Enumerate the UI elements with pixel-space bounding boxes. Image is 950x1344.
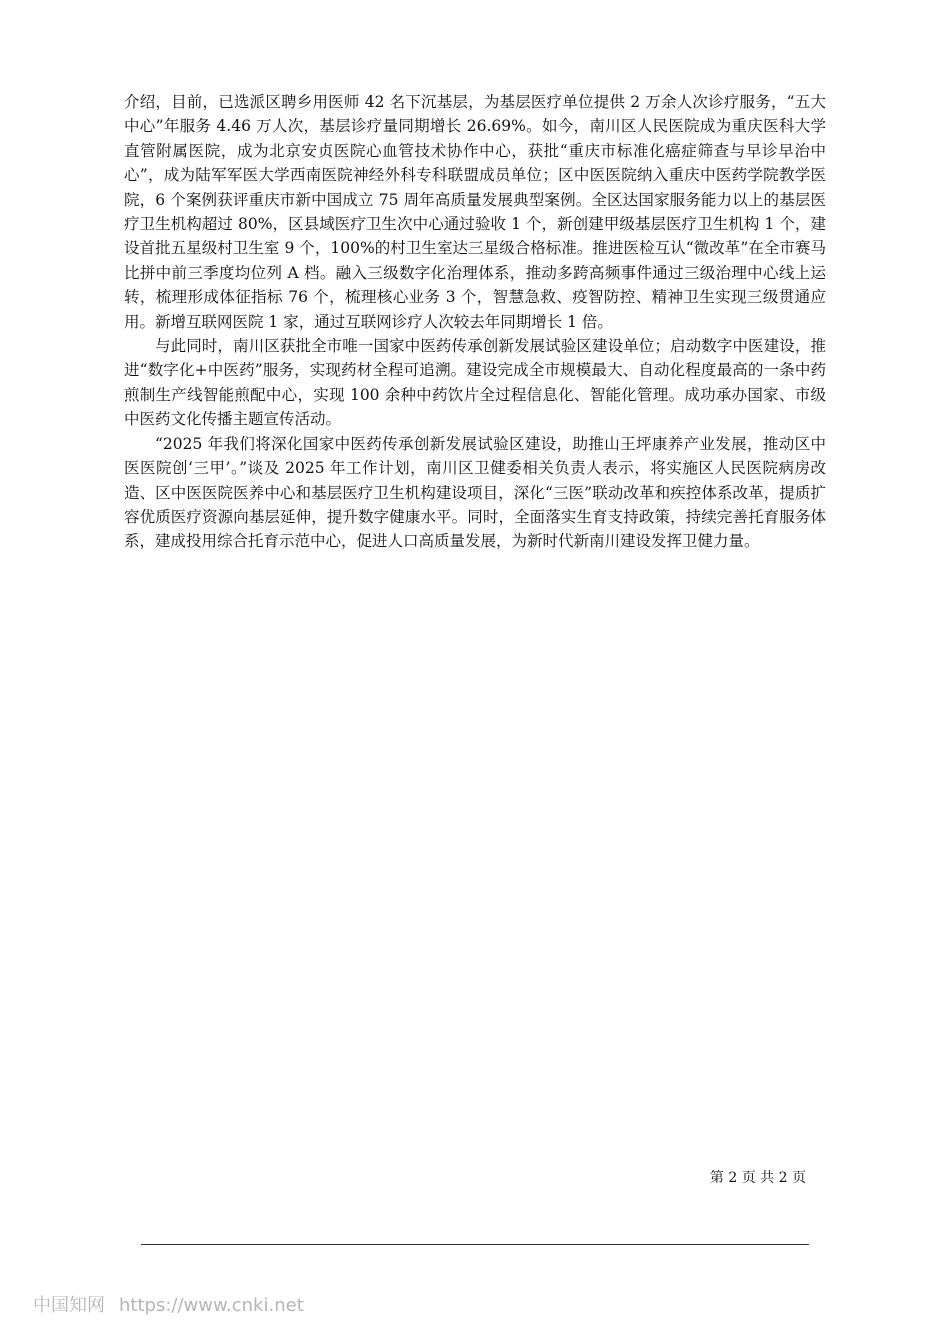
- article-body: [124, 90, 826, 554]
- watermark-brand: 中国知网: [33, 1295, 105, 1316]
- footer-divider: [141, 1244, 809, 1245]
- paragraph-3: “2025 年我们将深化国家中医药传承创新发展试验区建设，助推山王坪康养产业发展，推动区中医医院创‘三甲’。”谈及 2025 年工作计划，南川区卫健委相关负责人表示，将实施区人民医院病房改造、区中医医院医养中心和基层医疗卫生机构建设项目，深化“三医”联动改革和疾控体系改革，提质扩容优质医疗资源向基层延伸，提升数字健康水平。同时，全面落实生育支持政策，持续完善托育服务体系，建成投用综合托育示范中心，促进人口高质量发展，为新时代新南川建设发挥卫健力量。: [124, 434, 826, 551]
- page-number: 第 2 页 共 2 页: [709, 1170, 806, 1186]
- watermark-url: https://www.cnki.net: [119, 1295, 304, 1316]
- paragraph-2: 与此同时，南川区获批全市唯一国家中医药传承创新发展试验区建设单位；启动数字中医建设，推进“数字化+中医药”服务，实现药材全程可追溯。建设完成全市规模最大、自动化程度最高的一条中药煎制生产线智能煎配中心，实现 100 余种中药饮片全过程信息化、智能化管理。成功承办国家、市级中医药文化传播主题宣传活动。: [124, 337, 826, 429]
- paragraph-1: 介绍，目前，已选派区聘乡用医师 42 名下沉基层，为基层医疗单位提供 2 万余人次诊疗服务，“五大中心”年服务 4.46 万人次，基层诊疗量同期增长 26.69%。如今，南川区人民医院成为重庆医科大学直管附属医院，成为北京安贞医院心血管技术协作中心，获批“重庆市标准化癌症筛查与早诊早治中心”，成为陆军军医大学西南医院神经外科专科联盟成员单位；区中医医院纳入重庆中医药学院教学医院，6 个案例获评重庆市新中国成立 75 周年高质量发展典型案例。全区达国家服务能力以上的基层医疗卫生机构超过 80%，区县域医疗卫生次中心通过验收 1 个，新创建甲级基层医疗卫生机构 1 个，建设首批五星级村卫生室 9 个，100%的村卫生室达三星级合格标准。推进医检互认“微改革”在全市赛马比拼中前三季度均位列 A 档。融入三级数字化治理体系，推动多跨高频事件通过三级治理中心线上运转，梳理形成体征指标 76 个，梳理核心业务 3 个，智慧急救、疫智防控、精神卫生实现三级贯通应用。新增互联网医院 1 家，通过互联网诊疗人次较去年同期增长 1 倍。: [124, 93, 826, 331]
- watermark: [33, 1294, 304, 1318]
